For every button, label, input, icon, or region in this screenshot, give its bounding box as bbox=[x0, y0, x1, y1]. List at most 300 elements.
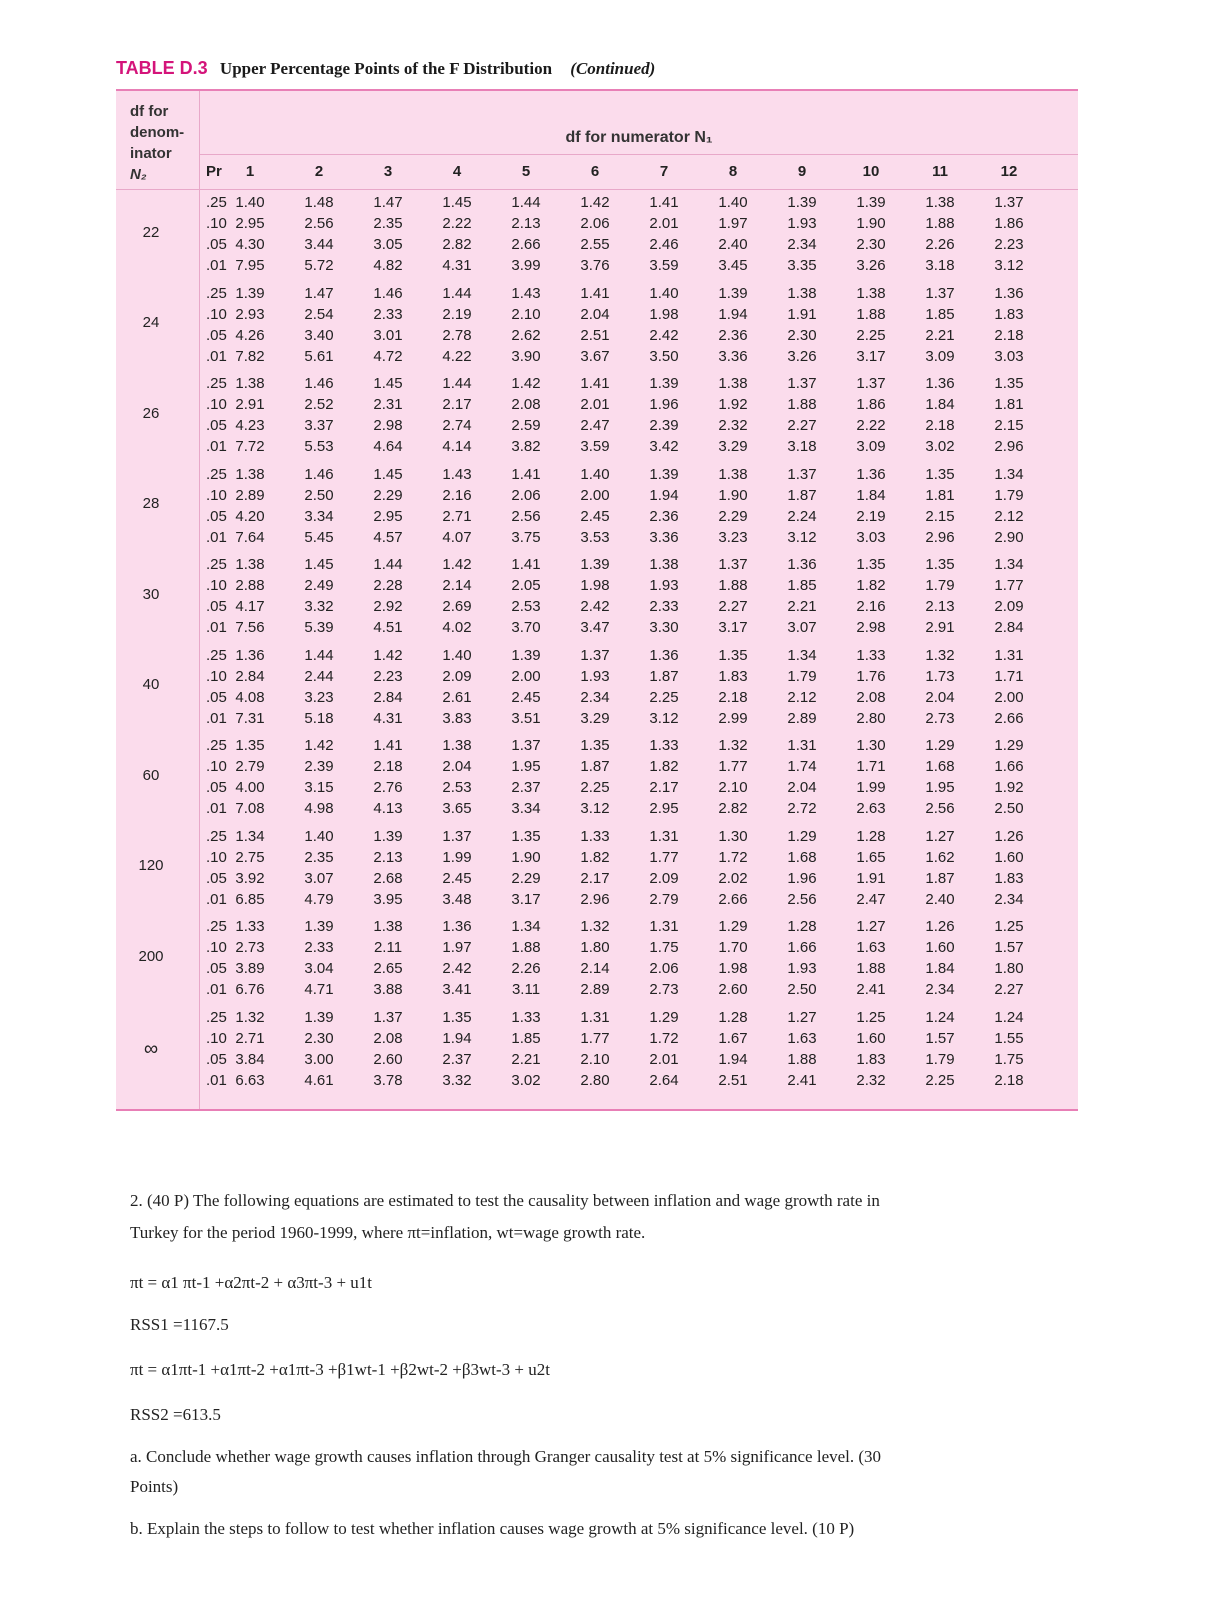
table-cell: 7.95 bbox=[235, 257, 265, 274]
table-cell: 1.27 bbox=[787, 1008, 817, 1026]
table-cell: 2.54 bbox=[304, 305, 334, 323]
equation-1: πt = α1 πt-1 +α2πt-2 + α3πt-3 + u1t bbox=[130, 1273, 373, 1292]
table-cell: 2.41 bbox=[856, 981, 886, 998]
table-cell: 2.25 bbox=[925, 1071, 955, 1089]
table-cell: 2.10 bbox=[580, 1050, 610, 1068]
table-cell: 2.29 bbox=[511, 869, 541, 887]
table-cell: 2.66 bbox=[511, 236, 541, 253]
pr-value: .10 bbox=[206, 577, 227, 594]
table-cell: 1.37 bbox=[787, 375, 817, 392]
table-cell: 3.34 bbox=[304, 507, 334, 525]
table-cell: 2.32 bbox=[856, 1071, 886, 1089]
pr-value: .01 bbox=[206, 347, 227, 365]
table-cell: 3.02 bbox=[925, 438, 955, 455]
pr-value: .05 bbox=[206, 236, 227, 253]
table-cell: 3.59 bbox=[649, 257, 679, 274]
table-cell: 4.64 bbox=[373, 438, 403, 455]
table-cell: 1.63 bbox=[856, 939, 886, 956]
table-cell: 5.61 bbox=[304, 347, 334, 365]
part-a-2: Points) bbox=[130, 1477, 179, 1496]
table-cell: 1.39 bbox=[649, 375, 679, 392]
table-cell: 2.68 bbox=[373, 869, 403, 887]
table-cell: 1.35 bbox=[718, 646, 748, 664]
table-cell: 1.36 bbox=[787, 556, 817, 573]
table-cell: 3.09 bbox=[925, 347, 955, 365]
table-cell: 4.72 bbox=[373, 347, 403, 365]
table-cell: 2.04 bbox=[787, 779, 817, 796]
table-cell: 2.12 bbox=[787, 688, 817, 706]
table-cell: 2.13 bbox=[925, 598, 955, 615]
table-cell: 2.46 bbox=[649, 236, 679, 253]
table-cell: 4.14 bbox=[442, 438, 472, 455]
table-cell: 2.98 bbox=[856, 619, 886, 636]
table-cell: 1.39 bbox=[580, 556, 610, 573]
table-cell: 3.76 bbox=[580, 257, 610, 274]
table-cell: 2.37 bbox=[511, 779, 541, 796]
table-cell: 1.25 bbox=[994, 918, 1024, 935]
df2-label: 200 bbox=[138, 947, 164, 965]
table-cell: 1.41 bbox=[649, 194, 679, 211]
table-cell: 1.82 bbox=[649, 758, 679, 775]
table-cell: 2.06 bbox=[580, 215, 610, 232]
table-cell: 2.08 bbox=[511, 396, 541, 413]
table-cell: 1.94 bbox=[718, 1050, 748, 1068]
table-cell: 2.56 bbox=[511, 507, 541, 525]
table-cell: 1.41 bbox=[580, 375, 610, 392]
table-cell: 2.78 bbox=[442, 326, 472, 344]
table-cell: 1.28 bbox=[787, 918, 817, 935]
table-cell: 3.07 bbox=[787, 619, 817, 636]
table-cell: 1.34 bbox=[994, 556, 1024, 573]
table-cell: 2.22 bbox=[856, 417, 886, 434]
table-cell: 2.27 bbox=[787, 417, 817, 434]
table-cell: 1.38 bbox=[649, 556, 679, 573]
table-cell: 1.31 bbox=[994, 646, 1024, 664]
pr-value: .25 bbox=[206, 465, 227, 483]
table-cell: 1.33 bbox=[580, 827, 610, 845]
table-cell: 7.82 bbox=[235, 347, 265, 365]
table-cell: 2.30 bbox=[304, 1029, 334, 1047]
table-cell: 2.45 bbox=[511, 688, 541, 706]
table-cell: 1.40 bbox=[235, 194, 265, 211]
table-cell: 2.21 bbox=[787, 598, 817, 615]
table-cell: 1.99 bbox=[442, 848, 472, 866]
table-cell: 1.94 bbox=[718, 305, 748, 323]
table-cell: 1.99 bbox=[856, 779, 886, 796]
table-cell: 2.16 bbox=[442, 486, 472, 504]
column-header-5: 5 bbox=[521, 163, 531, 180]
table-cell: 2.91 bbox=[925, 619, 955, 636]
column-header-3: 3 bbox=[383, 163, 393, 180]
numerator-divider bbox=[200, 154, 1078, 155]
table-cell: 1.35 bbox=[994, 375, 1024, 392]
table-cell: 1.37 bbox=[442, 827, 472, 845]
table-cell: 1.85 bbox=[511, 1029, 541, 1047]
table-cell: 2.95 bbox=[649, 800, 679, 817]
table-cell: 4.31 bbox=[373, 709, 403, 727]
table-cell: 1.46 bbox=[373, 284, 403, 302]
table-cell: 1.65 bbox=[856, 848, 886, 866]
table-cell: 1.24 bbox=[994, 1008, 1024, 1026]
table-cell: 2.15 bbox=[925, 507, 955, 525]
table-cell: 2.96 bbox=[994, 438, 1024, 455]
table-cell: 1.29 bbox=[718, 918, 748, 935]
table-cell: 2.33 bbox=[304, 939, 334, 956]
table-cell: 2.33 bbox=[649, 598, 679, 615]
table-cell: 2.95 bbox=[235, 215, 265, 232]
table-cell: 1.33 bbox=[235, 918, 265, 935]
table-cell: 1.33 bbox=[511, 1008, 541, 1026]
table-cell: 2.53 bbox=[442, 779, 472, 796]
table-cell: 2.24 bbox=[787, 507, 817, 525]
table-cell: 3.44 bbox=[304, 236, 334, 253]
df2-label: 40 bbox=[142, 676, 160, 693]
table-cell: 1.60 bbox=[925, 939, 955, 956]
table-cell: 2.66 bbox=[994, 709, 1024, 727]
table-cell: 1.95 bbox=[925, 779, 955, 796]
table-cell: 1.81 bbox=[994, 396, 1024, 413]
table-cell: 1.26 bbox=[994, 827, 1024, 845]
table-cell: 3.78 bbox=[373, 1071, 403, 1089]
table-divider bbox=[199, 91, 200, 1109]
table-cell: 2.60 bbox=[373, 1050, 403, 1068]
denominator-label-line: N₂ bbox=[130, 166, 147, 183]
table-cell: 1.95 bbox=[511, 758, 541, 775]
table-cell: 1.98 bbox=[649, 305, 679, 323]
table-cell: 2.82 bbox=[442, 236, 472, 253]
table-cell: 4.98 bbox=[304, 800, 334, 817]
table-cell: 3.90 bbox=[511, 347, 541, 365]
table-caption bbox=[116, 58, 1096, 86]
table-cell: 3.02 bbox=[511, 1071, 541, 1089]
pr-value: .10 bbox=[206, 305, 227, 323]
table-cell: 2.04 bbox=[925, 688, 955, 706]
table-cell: 1.44 bbox=[511, 194, 541, 211]
table-cell: 1.42 bbox=[442, 556, 472, 573]
column-header-11: 11 bbox=[932, 163, 948, 180]
table-cell: 4.31 bbox=[442, 257, 472, 274]
table-cell: 6.76 bbox=[235, 981, 265, 998]
table-cell: 2.17 bbox=[442, 396, 472, 413]
table-cell: 2.02 bbox=[718, 869, 748, 887]
table-cell: 3.89 bbox=[235, 960, 265, 977]
table-cell: 1.68 bbox=[925, 758, 955, 775]
pr-value: .10 bbox=[206, 396, 227, 413]
table-cell: 7.72 bbox=[235, 438, 265, 455]
question-intro-2: Turkey for the period 1960-1999, where πt=inflation, wt=wage growth rate. bbox=[130, 1223, 646, 1242]
table-cell: 4.20 bbox=[235, 507, 265, 525]
table-cell: 4.02 bbox=[442, 619, 472, 636]
table-cell: 2.80 bbox=[856, 709, 886, 727]
table-cell: 2.62 bbox=[511, 326, 541, 344]
table-cell: 1.40 bbox=[580, 465, 610, 483]
table-cell: 1.88 bbox=[787, 1050, 817, 1068]
table-cell: 3.30 bbox=[649, 619, 679, 636]
table-cell: 1.42 bbox=[511, 375, 541, 392]
table-cell: 2.69 bbox=[442, 598, 472, 615]
table-cell: 1.30 bbox=[856, 737, 886, 754]
pr-value: .25 bbox=[206, 918, 227, 935]
table-cell: 2.34 bbox=[580, 688, 610, 706]
table-cell: 1.32 bbox=[580, 918, 610, 935]
table-cell: 1.83 bbox=[994, 869, 1024, 887]
table-cell: 3.17 bbox=[856, 347, 886, 365]
table-cell: 2.14 bbox=[442, 577, 472, 594]
table-cell: 2.25 bbox=[649, 688, 679, 706]
table-cell: 2.19 bbox=[442, 305, 472, 323]
table-cell: 2.18 bbox=[994, 326, 1024, 344]
table-cell: 1.24 bbox=[925, 1008, 955, 1026]
table-cell: 1.91 bbox=[787, 305, 817, 323]
table-cell: 2.51 bbox=[718, 1071, 748, 1089]
table-cell: 1.75 bbox=[649, 939, 679, 956]
column-header-1: 1 bbox=[245, 163, 255, 180]
table-cell: 2.50 bbox=[787, 981, 817, 998]
table-cell: 1.44 bbox=[442, 284, 472, 302]
pr-value: .01 bbox=[206, 800, 227, 817]
table-label: TABLE D.3 bbox=[116, 58, 208, 78]
pr-value: .25 bbox=[206, 646, 227, 664]
table-cell: 1.88 bbox=[856, 305, 886, 323]
table-cell: 1.37 bbox=[373, 1008, 403, 1026]
table-cell: 1.93 bbox=[580, 667, 610, 685]
table-cell: 4.61 bbox=[304, 1071, 334, 1089]
table-cell: 6.63 bbox=[235, 1071, 265, 1089]
table-cell: 1.70 bbox=[718, 939, 748, 956]
table-cell: 2.27 bbox=[994, 981, 1024, 998]
table-cell: 2.50 bbox=[304, 486, 334, 504]
table-cell: 3.12 bbox=[580, 800, 610, 817]
table-cell: 2.93 bbox=[235, 305, 265, 323]
table-cell: 1.38 bbox=[925, 194, 955, 211]
table-cell: 3.07 bbox=[304, 869, 334, 887]
table-cell: 1.31 bbox=[649, 918, 679, 935]
part-b: b. Explain the steps to follow to test whether inflation causes wage growth at 5% significance level. (10 P) bbox=[130, 1519, 855, 1538]
table-cell: 2.91 bbox=[235, 396, 265, 413]
table-cell: 2.66 bbox=[718, 890, 748, 908]
table-cell: 4.82 bbox=[373, 257, 403, 274]
table-cell: 2.32 bbox=[718, 417, 748, 434]
df2-label: 26 bbox=[142, 404, 160, 422]
table-cell: 6.85 bbox=[235, 890, 265, 908]
table-cell: 2.96 bbox=[580, 890, 610, 908]
table-cell: 1.37 bbox=[511, 737, 541, 754]
table-cell: 5.53 bbox=[304, 438, 334, 455]
table-cell: 2.25 bbox=[856, 326, 886, 344]
table-cell: 2.30 bbox=[856, 236, 886, 253]
table-cell: 1.41 bbox=[373, 737, 403, 754]
table-cell: 1.38 bbox=[718, 465, 748, 483]
table-cell: 2.10 bbox=[511, 305, 541, 323]
table-cell: 3.40 bbox=[304, 326, 334, 344]
table-cell: 3.88 bbox=[373, 981, 403, 998]
table-cell: 2.64 bbox=[649, 1071, 679, 1089]
df2-label: 22 bbox=[142, 223, 160, 241]
table-cell: 1.90 bbox=[856, 215, 886, 232]
table-cell: 3.36 bbox=[649, 528, 679, 546]
table-cell: 3.18 bbox=[925, 257, 955, 274]
table-cell: 1.77 bbox=[580, 1029, 610, 1047]
table-cell: 3.18 bbox=[787, 438, 817, 455]
numerator-label: df for numerator N₁ bbox=[565, 129, 713, 146]
table-cell: 1.79 bbox=[787, 667, 817, 685]
table-cell: 1.67 bbox=[718, 1029, 748, 1047]
table-cell: 1.82 bbox=[856, 577, 886, 594]
table-cell: 2.15 bbox=[994, 417, 1024, 434]
table-cell: 3.42 bbox=[649, 438, 679, 455]
column-header-4: 4 bbox=[452, 163, 462, 180]
table-cell: 1.98 bbox=[718, 960, 748, 977]
table-cell: 1.29 bbox=[994, 737, 1024, 754]
table-title: Upper Percentage Points of the F Distribution bbox=[219, 59, 553, 78]
column-header-8: 8 bbox=[728, 163, 738, 180]
table-cell: 1.68 bbox=[787, 848, 817, 866]
table-cell: 2.30 bbox=[787, 326, 817, 344]
table-cell: 1.42 bbox=[304, 737, 334, 754]
table-cell: 3.83 bbox=[442, 709, 472, 727]
table-cell: 1.40 bbox=[718, 194, 748, 211]
table-cell: 1.97 bbox=[718, 215, 748, 232]
table-cell: 2.55 bbox=[580, 236, 610, 253]
table-cell: 1.92 bbox=[994, 779, 1024, 796]
table-cell: 3.65 bbox=[442, 800, 472, 817]
table-cell: 2.09 bbox=[442, 667, 472, 685]
table-cell: 1.41 bbox=[580, 284, 610, 302]
table-cell: 2.51 bbox=[580, 326, 610, 344]
table-cell: 3.32 bbox=[442, 1071, 472, 1089]
table-cell: 4.22 bbox=[442, 347, 472, 365]
table-cell: 3.17 bbox=[511, 890, 541, 908]
table-cell: 3.26 bbox=[856, 257, 886, 274]
table-cell: 2.82 bbox=[718, 800, 748, 817]
table-cell: 1.66 bbox=[787, 939, 817, 956]
question-intro-1: 2. (40 P) The following equations are estimated to test the causality between inflation and wage growth rate in bbox=[130, 1191, 880, 1210]
table-cell: 2.04 bbox=[580, 305, 610, 323]
table-cell: 3.26 bbox=[787, 347, 817, 365]
table-cell: 1.42 bbox=[580, 194, 610, 211]
table-cell: 1.38 bbox=[373, 918, 403, 935]
table-cell: 2.06 bbox=[511, 486, 541, 504]
table-cell: 1.79 bbox=[925, 577, 955, 594]
table-cell: 2.56 bbox=[304, 215, 334, 232]
table-cell: 2.26 bbox=[511, 960, 541, 977]
table-cell: 3.12 bbox=[649, 709, 679, 727]
table-cell: 3.32 bbox=[304, 598, 334, 615]
table-cell: 3.23 bbox=[304, 688, 334, 706]
table-cell: 3.92 bbox=[235, 869, 265, 887]
table-cell: 1.28 bbox=[718, 1008, 748, 1026]
table-cell: 1.62 bbox=[925, 848, 955, 866]
table-cell: 4.13 bbox=[373, 800, 403, 817]
table-cell: 2.47 bbox=[580, 417, 610, 434]
table-cell: 2.17 bbox=[649, 779, 679, 796]
table-cell: 3.50 bbox=[649, 347, 679, 365]
table-cell: 1.80 bbox=[580, 939, 610, 956]
table-cell: 2.13 bbox=[511, 215, 541, 232]
table-cell: 4.23 bbox=[235, 417, 265, 434]
table-cell: 4.07 bbox=[442, 528, 472, 546]
table-cell: 1.38 bbox=[235, 465, 265, 483]
table-cell: 1.34 bbox=[511, 918, 541, 935]
table-cell: 2.79 bbox=[649, 890, 679, 908]
table-cell: 1.71 bbox=[856, 758, 886, 775]
table-cell: 2.29 bbox=[718, 507, 748, 525]
table-cell: 3.47 bbox=[580, 619, 610, 636]
table-cell: 7.56 bbox=[235, 619, 265, 636]
table-cell: 1.92 bbox=[718, 396, 748, 413]
table-cell: 3.29 bbox=[580, 709, 610, 727]
table-cell: 2.10 bbox=[718, 779, 748, 796]
pr-value: .25 bbox=[206, 556, 227, 573]
table-cell: 1.75 bbox=[994, 1050, 1024, 1068]
column-header-9: 9 bbox=[797, 163, 807, 180]
table-cell: 1.29 bbox=[649, 1008, 679, 1026]
table-cell: 1.82 bbox=[580, 848, 610, 866]
table-cell: 1.48 bbox=[304, 194, 334, 211]
table-cell: 1.74 bbox=[787, 758, 817, 775]
table-cell: 1.35 bbox=[580, 737, 610, 754]
table-cell: 2.22 bbox=[442, 215, 472, 232]
table-cell: 1.36 bbox=[925, 375, 955, 392]
table-cell: 3.75 bbox=[511, 528, 541, 546]
table-cell: 1.80 bbox=[994, 960, 1024, 977]
table-cell: 4.71 bbox=[304, 981, 334, 998]
table-cell: 2.01 bbox=[649, 215, 679, 232]
table-cell: 1.39 bbox=[787, 194, 817, 211]
table-cell: 1.38 bbox=[787, 284, 817, 302]
table-cell: 1.44 bbox=[373, 556, 403, 573]
pr-value: .05 bbox=[206, 688, 227, 706]
table-cell: 2.92 bbox=[373, 598, 403, 615]
table-cell: 1.86 bbox=[994, 215, 1024, 232]
table-cell: 2.17 bbox=[580, 869, 610, 887]
table-cell: 2.04 bbox=[442, 758, 472, 775]
column-header-6: 6 bbox=[590, 163, 600, 180]
table-cell: 1.47 bbox=[373, 194, 403, 211]
table-cell: 1.94 bbox=[649, 486, 679, 504]
table-cell: 2.42 bbox=[442, 960, 472, 977]
table-cell: 2.88 bbox=[235, 577, 265, 594]
table-cell: 2.42 bbox=[649, 326, 679, 344]
table-cell: 2.25 bbox=[580, 779, 610, 796]
table-cell: 2.90 bbox=[994, 528, 1024, 546]
table-cell: 7.08 bbox=[235, 800, 265, 817]
table-cell: 2.26 bbox=[925, 236, 955, 253]
table-cell: 1.37 bbox=[925, 284, 955, 302]
table-cell: 1.35 bbox=[235, 737, 265, 754]
table-cell: 2.27 bbox=[718, 598, 748, 615]
table-cell: 2.08 bbox=[856, 688, 886, 706]
table-cell: 2.18 bbox=[718, 688, 748, 706]
table-cell: 2.84 bbox=[994, 619, 1024, 636]
table-cell: 1.88 bbox=[925, 215, 955, 232]
table-cell: 1.87 bbox=[787, 486, 817, 504]
pr-value: .05 bbox=[206, 598, 227, 615]
equation-2: πt = α1πt-1 +α1πt-2 +α1πt-3 +β1wt-1 +β2wt-2 +β3wt-3 + u2t bbox=[130, 1360, 550, 1379]
table-cell: 1.84 bbox=[856, 486, 886, 504]
table-cell: 2.74 bbox=[442, 417, 472, 434]
table-cell: 2.19 bbox=[856, 507, 886, 525]
table-cell: 1.35 bbox=[925, 465, 955, 483]
df2-label: ∞ bbox=[143, 1038, 159, 1060]
df2-label: 24 bbox=[142, 314, 160, 331]
table-cell: 1.27 bbox=[925, 827, 955, 845]
table-cell: 4.00 bbox=[235, 779, 265, 796]
pr-value: .25 bbox=[206, 1008, 227, 1026]
table-cell: 1.41 bbox=[511, 556, 541, 573]
table-cell: 3.00 bbox=[304, 1050, 334, 1068]
pr-value: .10 bbox=[206, 939, 227, 956]
